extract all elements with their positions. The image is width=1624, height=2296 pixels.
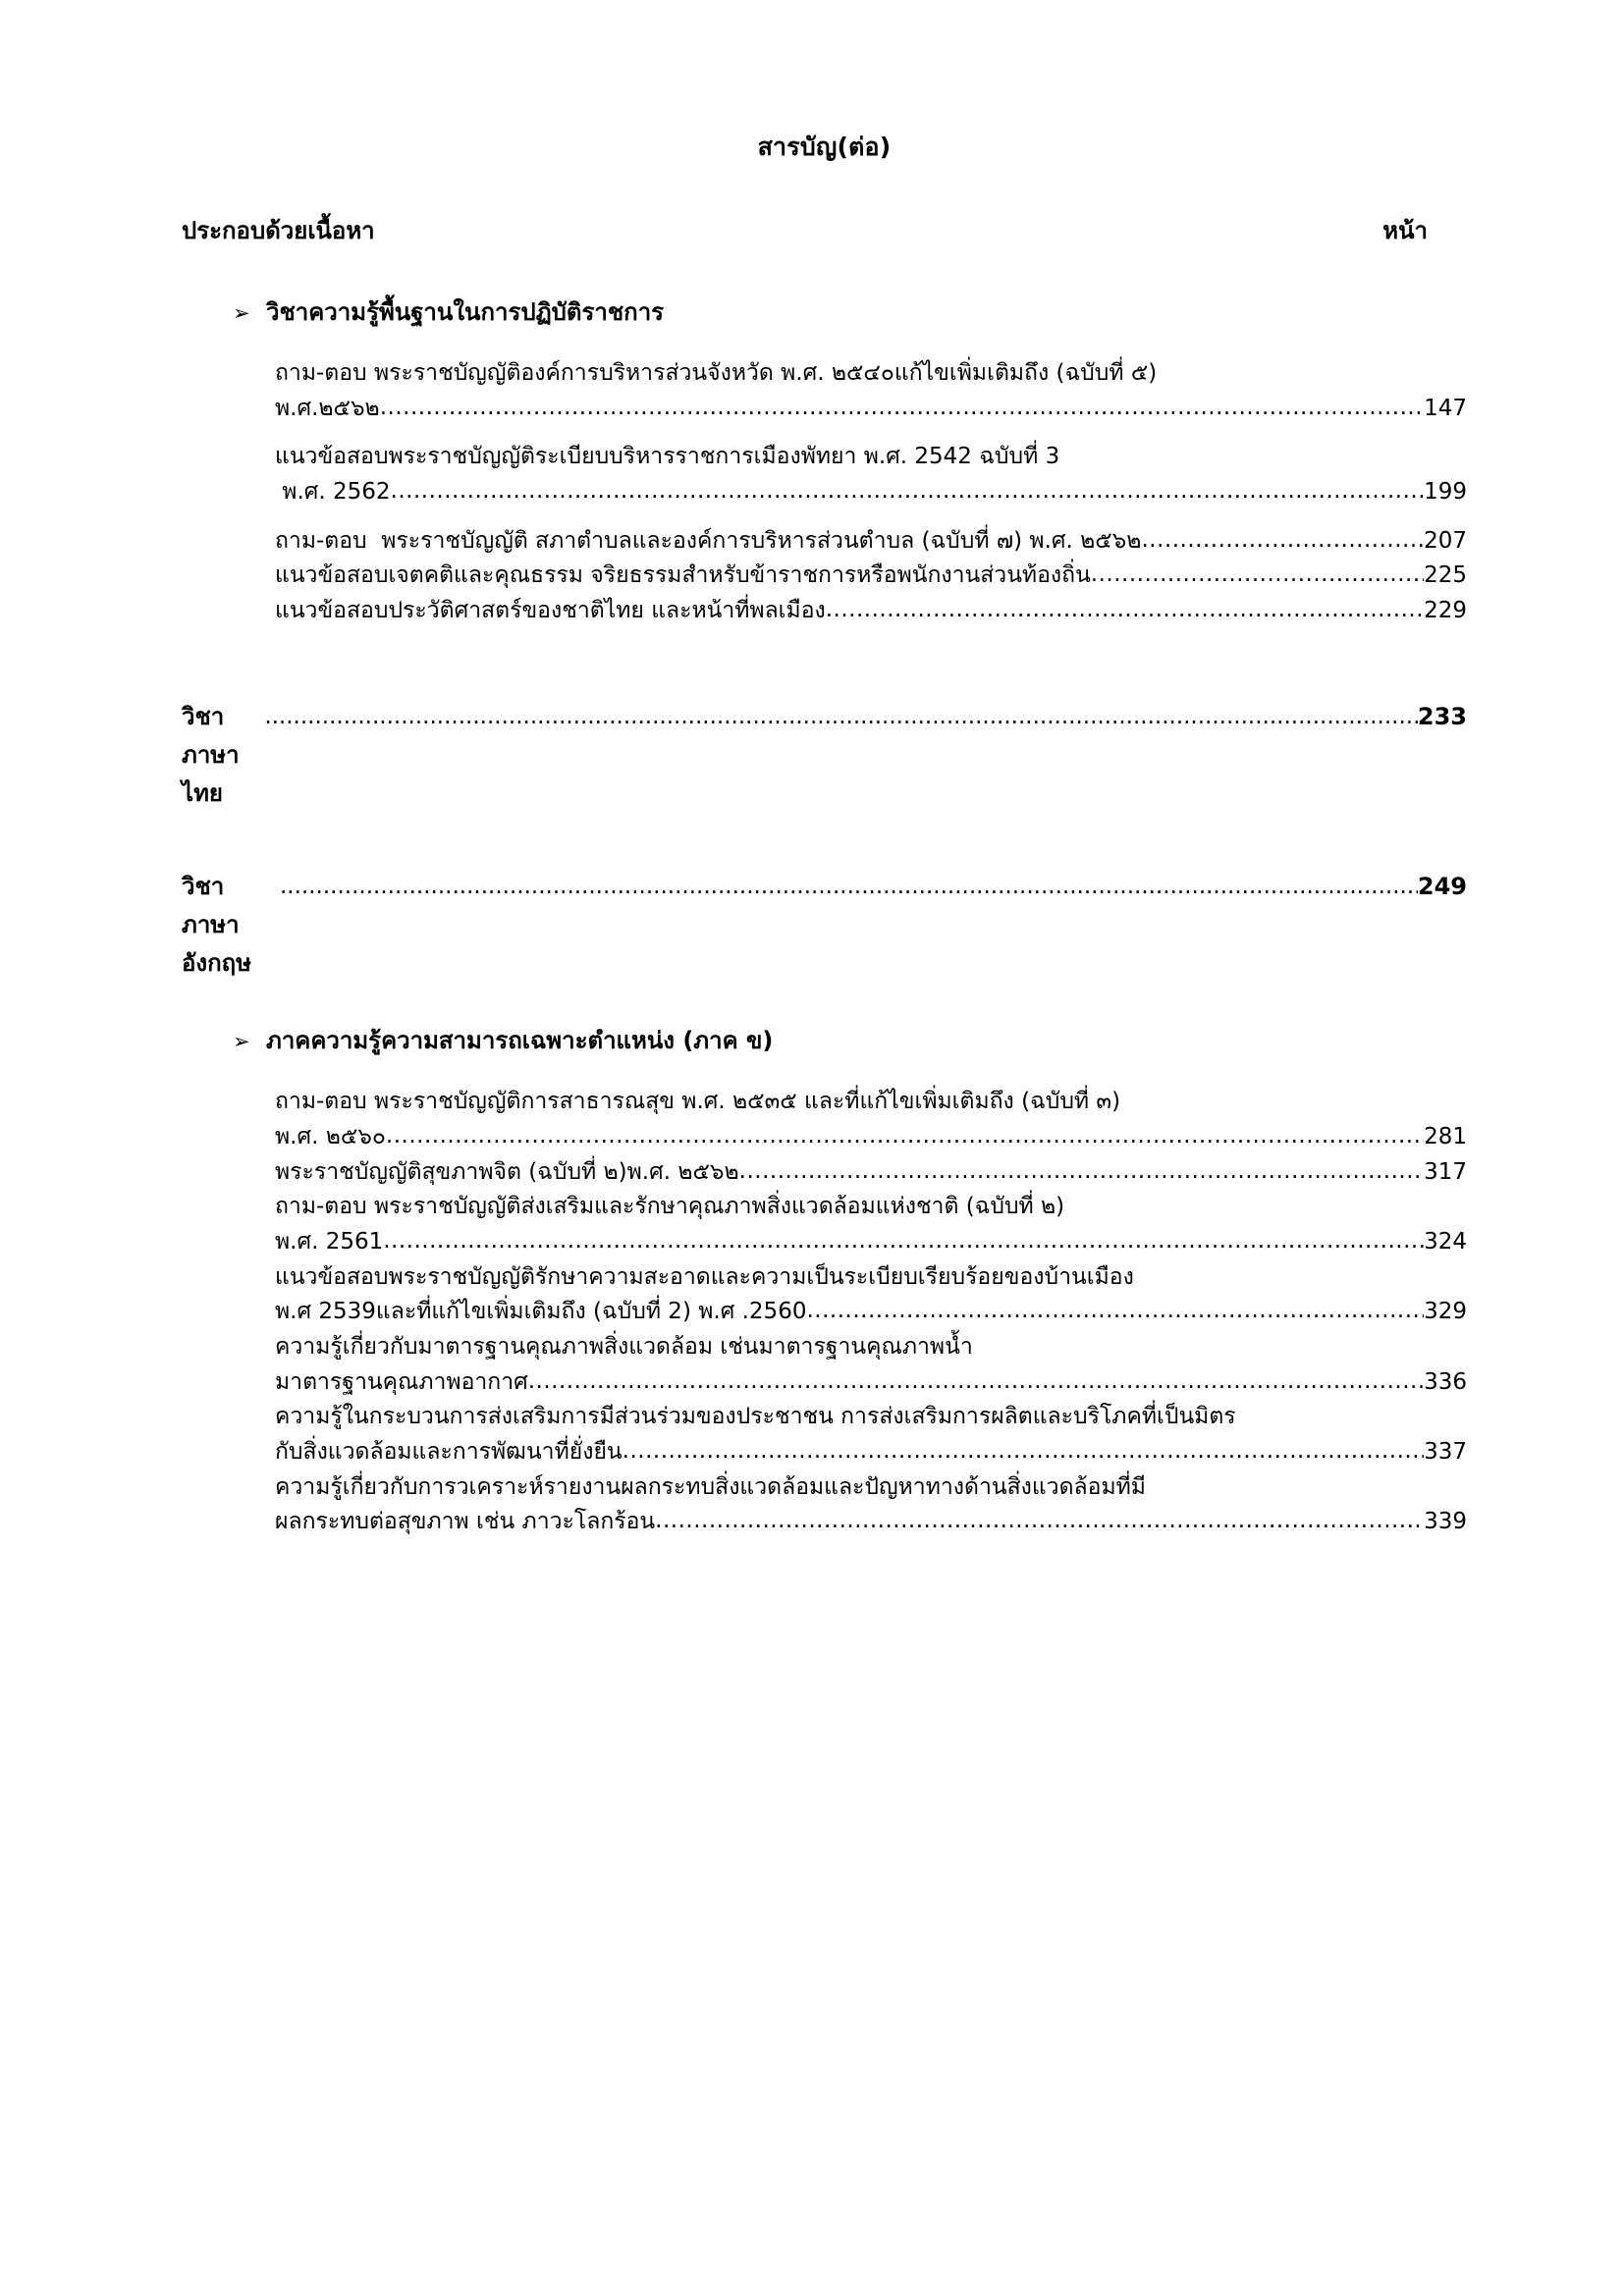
toc-entry-row [182,1225,1467,1260]
toc-entry-line: ความรู้เกี่ยวกับมาตารฐานคุณภาพสิ่งแวดล้อม เช่นมาตารฐานคุณภาพน้ำ [275,1333,973,1360]
toc-subject-row-thai [182,697,1467,812]
toc-entry-label: แนวข้อสอบประวัติศาสตร์ของชาติไทย และหน้าที่พลเมือง [275,597,826,623]
toc-entry-line: ความรู้เกี่ยวกับการวเคราะห์รายงานผลกระทบสิ่งแวดล้อมและปัญหาทางด้านสิ่งแวดล้อมที่มี [275,1473,1146,1500]
toc-entry-label: พ.ศ. ๒๕๖๐ [275,1124,386,1150]
section-heading-label: วิชาความรู้พื้นฐานในการปฏิบัติราชการ [266,298,665,326]
dot-leader [806,1294,1424,1329]
toc-entry-line: แนวข้อสอบพระราชบัญญัติรักษาความสะอาดและความเป็นระเบียบเรียบร้อยของบ้านเมือง [275,1263,1134,1290]
arrow-bullet-icon: ➢ [233,1030,250,1054]
arrow-bullet-icon: ➢ [233,301,250,325]
toc-entry-label: พระราชบัญญัติสุขภาพจิต (ฉบับที่ ๒)พ.ศ. ๒๕๖๒ [275,1158,739,1185]
toc-page-number: 199 [1424,478,1467,505]
toc-page-number: 281 [1424,1124,1467,1150]
toc-entry-label: พ.ศ. 2562 [275,478,391,505]
toc-entry-label: แนวข้อสอบเจตคติและคุณธรรม จริยธรรมสำหรับข้าราชการหรือพนักงานส่วนท้องถิ่น [275,562,1091,589]
toc-page-number: 147 [1424,395,1467,421]
dot-leader [1141,523,1424,559]
toc-page-number: 249 [1417,873,1467,901]
toc-entry-row [182,1120,1467,1155]
dot-leader [623,1434,1424,1469]
dot-leader [528,1364,1424,1400]
toc-page-number: 225 [1424,562,1467,589]
toc-entry-line: แนวข้อสอบพระราชบัญญัติระเบียบบริหารราชการเมืองพัทยา พ.ศ. 2542 ฉบับที่ 3 [275,444,1060,470]
toc-page-number: 233 [1417,703,1467,731]
toc-entry-row [182,1505,1467,1540]
dot-leader [1091,558,1424,593]
toc-subject-row-english [182,867,1467,982]
section-heading-specific-knowledge [182,1021,1467,1059]
section-heading-label: ภาคความรู้ความสามารถเฉพาะตำแหน่ง (ภาค ข) [266,1027,774,1055]
toc-entry-row [182,524,1467,560]
toc-entry-row [182,594,1467,629]
toc-entry-label: ถาม-ตอบ พระราชบัญญัติ สภาตำบลและองค์การบริหารส่วนตำบล (ฉบับที่ ๗) พ.ศ. ๒๕๖๒ [275,527,1142,554]
toc-page-number: 207 [1424,527,1467,554]
toc-entry-line: ถาม-ตอบ พระราชบัญญัติการสาธารณสุข พ.ศ. ๒๕๓๕ และที่แก้ไขเพิ่มเติมถึง (ฉบับที่ ๓) [275,1089,1121,1115]
dot-leader [280,874,1418,899]
toc-entry-label: มาตารฐานคุณภาพอากาศ [275,1368,528,1395]
toc-entry-label: พ.ศ. 2561 [275,1229,384,1255]
dot-leader [739,1154,1424,1190]
table-of-contents-header [182,211,1467,249]
toc-entry-label: ผลกระทบต่อสุขภาพ เช่น ภาวะโลกร้อน [275,1509,656,1535]
dot-leader [391,474,1425,509]
toc-page-number: 329 [1424,1299,1467,1325]
toc-entry-row [182,1295,1467,1330]
dot-leader [826,593,1424,628]
header-contents-label: ประกอบด้วยเนื้อหา [182,217,375,244]
toc-entry-line: ถาม-ตอบ พระราชบัญญัติส่งเสริมและรักษาคุณภาพสิ่งแวดล้อมแห่งชาติ (ฉบับที่ ๒) [275,1194,1065,1220]
dot-leader [655,1504,1424,1539]
toc-page-number: 317 [1424,1158,1467,1185]
toc-entry-label: กับสิ่งแวดล้อมและการพัฒนาที่ยั่งยืน [275,1438,623,1465]
toc-entry-row [182,392,1467,427]
toc-entry-row [182,1155,1467,1191]
toc-entry-row [182,475,1467,510]
toc-subject-label: วิชาภาษาไทย [182,703,240,808]
section-heading-basic-knowledge [182,293,1467,331]
toc-entry-row [182,1365,1467,1401]
toc-page-number: 339 [1424,1509,1467,1535]
toc-entry-line: ถาม-ตอบ พระราชบัญญัติองค์การบริหารส่วนจังหวัด พ.ศ. ๒๕๔๐แก้ไขเพิ่มเติมถึง (ฉบับที่ ๕) [275,360,1158,386]
toc-entry-line: ความรู้ในกระบวนการส่งเสริมการมีส่วนร่วมของประชาชน การส่งเสริมการผลิตและบริโภคที่เป็นมิตร [275,1404,1236,1430]
toc-entry-row [182,1435,1467,1470]
toc-subject-label: วิชาภาษาอังกฤษ [182,873,252,978]
toc-page-number: 324 [1424,1229,1467,1255]
dot-leader [264,704,1418,729]
dot-leader [380,391,1424,426]
header-page-label: หน้า [1382,217,1428,244]
page-title: สารบัญ(ต่อ) [757,133,892,161]
toc-page-number: 336 [1424,1368,1467,1395]
dot-leader [386,1119,1424,1154]
toc-entry-row [182,559,1467,594]
toc-entry-label: พ.ศ.๒๕๖๒ [275,395,380,421]
toc-page-number: 337 [1424,1438,1467,1465]
toc-page-number: 229 [1424,597,1467,623]
dot-leader [383,1224,1424,1259]
toc-entry-label: พ.ศ 2539และที่แก้ไขเพิ่มเติมถึง (ฉบับที่ 2) พ.ศ .2560 [275,1299,807,1325]
